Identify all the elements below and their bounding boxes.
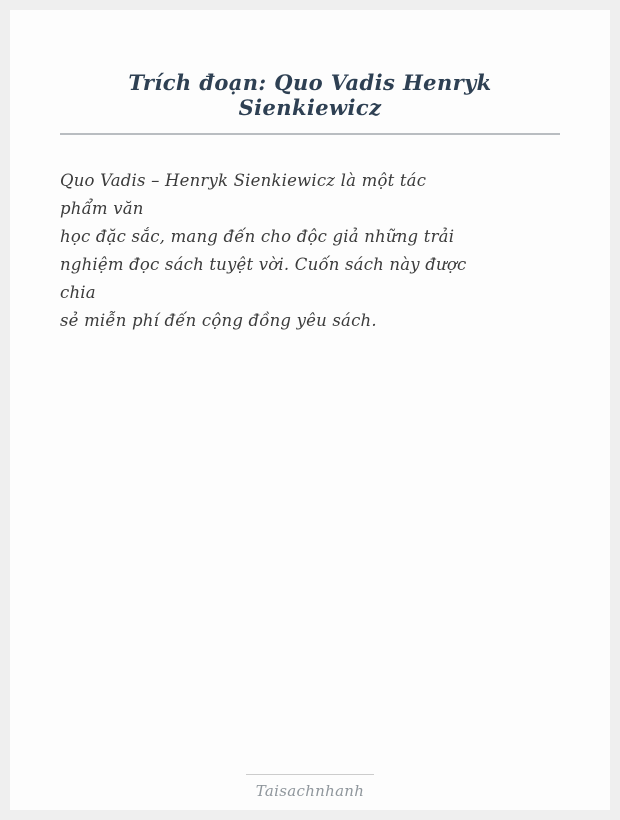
excerpt-line: phẩm văn: [60, 199, 144, 218]
title-divider: [60, 133, 560, 135]
document-page: [10, 10, 610, 810]
excerpt-paragraph: [60, 167, 560, 335]
page-content: [10, 10, 610, 810]
page-title: Trích đoạn: Quo Vadis Henryk Sienkiewicz: [128, 70, 492, 120]
excerpt-line: chia: [60, 283, 96, 302]
footer-divider: [246, 774, 374, 775]
page-footer: [246, 774, 374, 800]
excerpt-line: nghiệm đọc sách tuyệt vời. Cuốn sách này được: [60, 255, 467, 274]
footer-brand-text: Taisachnhanh: [255, 782, 365, 800]
excerpt-line: sẻ miễn phí đến cộng đồng yêu sách.: [60, 311, 377, 330]
excerpt-line: Quo Vadis – Henryk Sienkiewicz là một tác: [60, 171, 427, 190]
excerpt-line: học đặc sắc, mang đến cho độc giả những trải: [60, 227, 455, 246]
page-header: [60, 10, 560, 135]
